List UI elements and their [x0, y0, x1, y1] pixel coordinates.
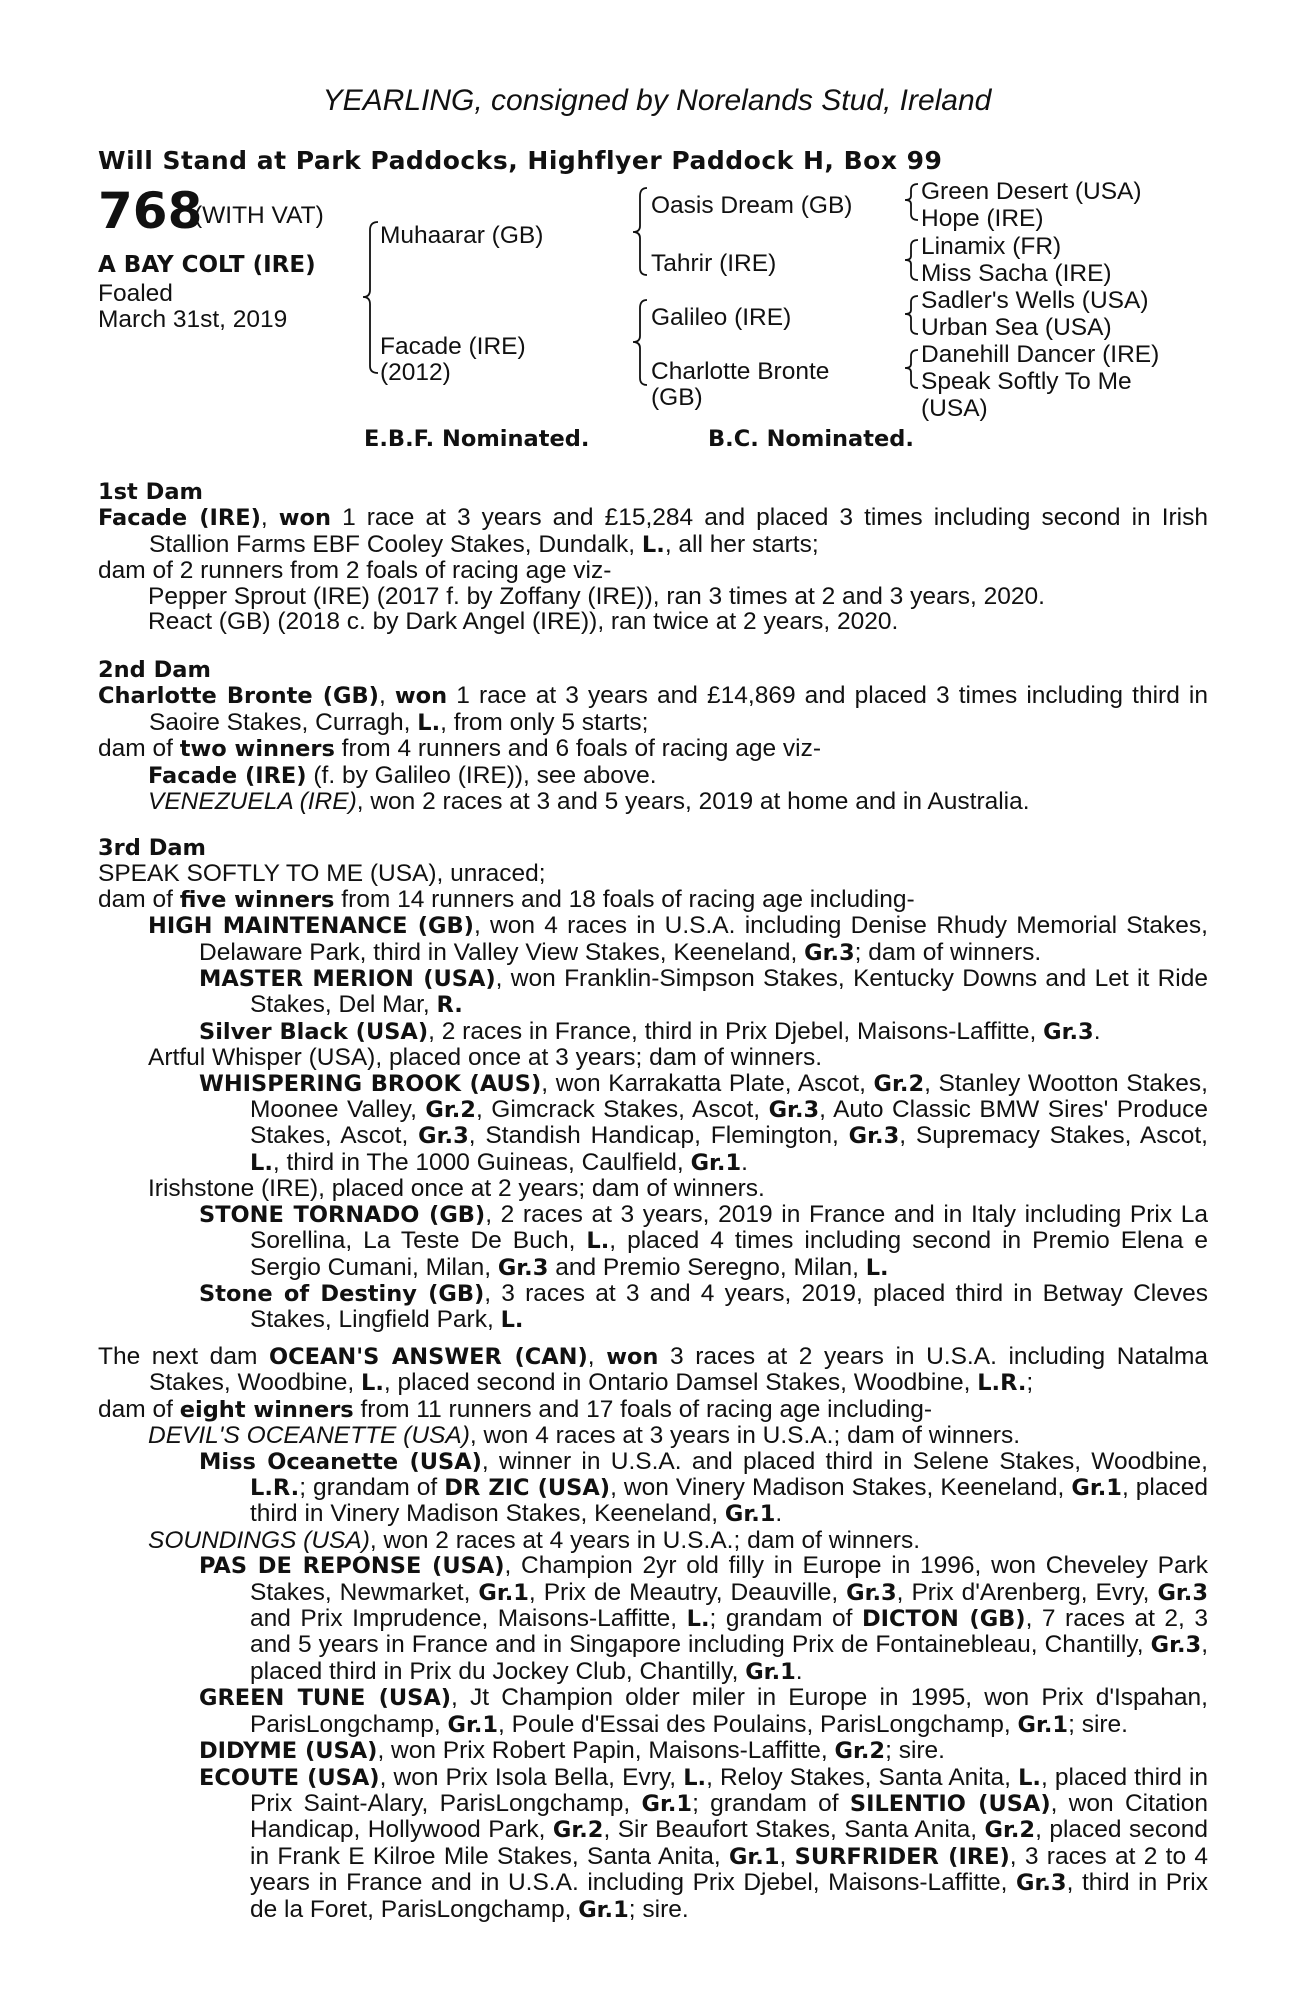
produce-silver-black: Silver Black (USA), 2 races in France, third in Prix Djebel, Maisons-Laffitte, Gr.3.	[199, 1017, 1101, 1045]
g-dsd: Urban Sea (USA)	[921, 314, 1112, 341]
dam-dam-country: (GB)	[651, 384, 703, 411]
horse-name: A BAY COLT (IRE)	[98, 252, 316, 278]
dam-sire: Galileo (IRE)	[651, 304, 792, 331]
venue-line: Will Stand at Park Paddocks, Highflyer Paddock H, Box 99	[98, 146, 943, 175]
g-dds: Danehill Dancer (IRE)	[921, 341, 1160, 368]
dam-year: (2012)	[380, 359, 451, 386]
sire: Muhaarar (GB)	[380, 222, 544, 249]
g-ddd: Speak Softly To Me	[921, 368, 1132, 395]
first-dam-produce-summary: dam of 2 runners from 2 foals of racing age viz-	[98, 557, 612, 585]
next-dam-produce-summary: dam of eight winners from 11 runners and 17 foals of racing age including-	[98, 1395, 933, 1423]
first-dam-title: 1st Dam	[98, 479, 203, 505]
dam-dam-name: Charlotte Bronte	[651, 358, 830, 385]
produce-soundings: SOUNDINGS (USA), won 2 races at 4 years in U.S.A.; dam of winners.	[148, 1526, 921, 1554]
next-dam-section	[98, 1344, 1208, 1923]
second-dam-title: 2nd Dam	[98, 657, 211, 683]
catalogue-header: YEARLING, consigned by Norelands Stud, Ireland	[322, 84, 992, 117]
produce-devils-oceanette: DEVIL'S OCEANETTE (USA), won 4 races at 3 years in U.S.A.; dam of winners.	[148, 1422, 1021, 1450]
lot-number: 768	[98, 182, 203, 240]
produce-artful-whisper: Artful Whisper (USA), placed once at 3 years; dam of winners.	[148, 1044, 823, 1072]
bc-nominated: B.C. Nominated.	[708, 426, 914, 452]
g-dss: Sadler's Wells (USA)	[921, 287, 1149, 314]
produce-pas-de-reponse: PAS DE REPONSE (USA), Champion 2yr old filly in Europe in 1996, won Cheveley Park Stakes, Newmarket, Gr.1, Prix de Meautry, Deauville, Gr.3, Prix d'Arenberg, Evry, Gr.3 and Prix Imprudence, Maisons-Laffitte, L.; grandam of DICTON (GB), 7 races at 2, 3 and 5 years in France and in Singapore including Prix de Fontainebleau, Chantilly, Gr.3, placed third in Prix du Jockey Club, Chantilly, Gr.1.	[199, 1552, 1209, 1685]
third-dam-title: 3rd Dam	[98, 835, 206, 861]
first-dam-record: Facade (IRE), won 1 race at 3 years and £15,284 and placed 3 times including second in Irish Stallion Farms EBF Cooley Stakes, Dundalk, L., all her starts;	[98, 504, 1208, 558]
second-dam-section	[98, 658, 1208, 814]
g-sss: Green Desert (USA)	[921, 178, 1142, 205]
g-ssd: Hope (IRE)	[921, 205, 1044, 232]
g-sdd: Miss Sacha (IRE)	[921, 260, 1112, 287]
produce-green-tune: GREEN TUNE (USA), Jt Champion older miler in Europe in 1995, won Prix d'Ispahan, ParisLongchamp, Gr.1, Poule d'Essai des Poulains, ParisLongchamp, Gr.1; sire.	[199, 1684, 1208, 1738]
produce-venezuela: VENEZUELA (IRE), won 2 races at 3 and 5 years, 2019 at home and in Australia.	[148, 788, 1030, 816]
g-ddd-country: (USA)	[921, 395, 988, 422]
sire-sire: Oasis Dream (GB)	[651, 192, 853, 219]
produce-miss-oceanette: Miss Oceanette (USA), winner in U.S.A. and placed third in Selene Stakes, Woodbine, L.R.; grandam of DR ZIC (USA), won Vinery Madison Stakes, Keeneland, Gr.1, placed third in Vinery Madison Stakes, Keeneland, Gr.1.	[199, 1447, 1209, 1528]
produce-react: React (GB) (2018 c. by Dark Angel (IRE)), ran twice at 2 years, 2020.	[148, 608, 899, 636]
second-dam-record: Charlotte Bronte (GB), won 1 race at 3 years and £14,869 and placed 3 times including third in Saoire Stakes, Curragh, L., from only 5 starts;	[98, 682, 1208, 736]
produce-facade: Facade (IRE) (f. by Galileo (IRE)), see above.	[148, 761, 657, 789]
second-dam-produce-summary: dam of two winners from 4 runners and 6 foals of racing age viz-	[98, 735, 822, 763]
produce-didyme: DIDYME (USA), won Prix Robert Papin, Maisons-Laffitte, Gr.2; sire.	[199, 1737, 945, 1765]
ebf-nominated: E.B.F. Nominated.	[364, 426, 590, 452]
third-dam-produce-summary: dam of five winners from 14 runners and 18 foals of racing age including-	[98, 885, 915, 913]
third-dam-record: SPEAK SOFTLY TO ME (USA), unraced;	[98, 860, 546, 888]
produce-high-maintenance: HIGH MAINTENANCE (GB), won 4 races in U.S.A. including Denise Rhudy Memorial Stakes, Delaware Park, third in Valley View Stakes, Keeneland, Gr.3; dam of winners.	[148, 912, 1208, 966]
g-sds: Linamix (FR)	[921, 233, 1062, 260]
next-dam-record: The next dam OCEAN'S ANSWER (CAN), won 3 races at 2 years in U.S.A. including Natalma Stakes, Woodbine, L., placed second in Ontario Damsel Stakes, Woodbine, L.R.;	[98, 1343, 1208, 1397]
produce-stone-of-destiny: Stone of Destiny (GB), 3 races at 3 and 4 years, 2019, placed third in Betway Cleves Stakes, Lingfield Park, L.	[199, 1279, 1209, 1334]
vat-label: (WITH VAT)	[194, 202, 324, 229]
produce-irishstone: Irishstone (IRE), placed once at 2 years; dam of winners.	[148, 1175, 765, 1203]
foaled-label: Foaled	[98, 280, 173, 307]
produce-pepper-sprout: Pepper Sprout (IRE) (2017 f. by Zoffany (IRE)), ran 3 times at 2 and 3 years, 2020.	[148, 582, 1045, 610]
produce-ecoute: ECOUTE (USA), won Prix Isola Bella, Evry, L., Reloy Stakes, Santa Anita, L., placed third in Prix Saint-Alary, ParisLongchamp, Gr.1; grandam of SILENTIO (USA), won Citation Handicap, Hollywood Park, Gr.2, Sir Beaufort Stakes, Santa Anita, Gr.2, placed second in Frank E Kilroe Mile Stakes, Santa Anita, Gr.1, SURFRIDER (IRE), 3 races at 2 to 4 years in France and in U.S.A. including Prix Djebel, Maisons-Laffitte, Gr.3, third in Prix de la Foret, ParisLongchamp, Gr.1; sire.	[199, 1763, 1209, 1923]
produce-stone-tornado: STONE TORNADO (GB), 2 races at 3 years, 2019 in France and in Italy including Prix La Sorellina, La Teste De Buch, L., placed 4 times including second in Premio Elena e Sergio Cumani, Milan, Gr.3 and Premio Seregno, Milan, L.	[199, 1200, 1208, 1281]
produce-whispering-brook: WHISPERING BROOK (AUS), won Karrakatta Plate, Ascot, Gr.2, Stanley Wootton Stakes, Moonee Valley, Gr.2, Gimcrack Stakes, Ascot, Gr.3, Auto Classic BMW Sires' Produce Stakes, Ascot, Gr.3, Standish Handicap, Flemington, Gr.3, Supremacy Stakes, Ascot, L., third in The 1000 Guineas, Caulfield, Gr.1.	[199, 1069, 1208, 1176]
third-dam-section	[98, 836, 1208, 1334]
dam-name: Facade (IRE)	[380, 333, 526, 360]
sire-dam: Tahrir (IRE)	[651, 250, 777, 277]
produce-master-merion: MASTER MERION (USA), won Franklin-Simpson Stakes, Kentucky Downs and Let it Ride Stakes, Del Mar, R.	[199, 965, 1208, 1019]
foaled-date: March 31st, 2019	[98, 306, 288, 333]
first-dam-section	[98, 480, 1208, 634]
